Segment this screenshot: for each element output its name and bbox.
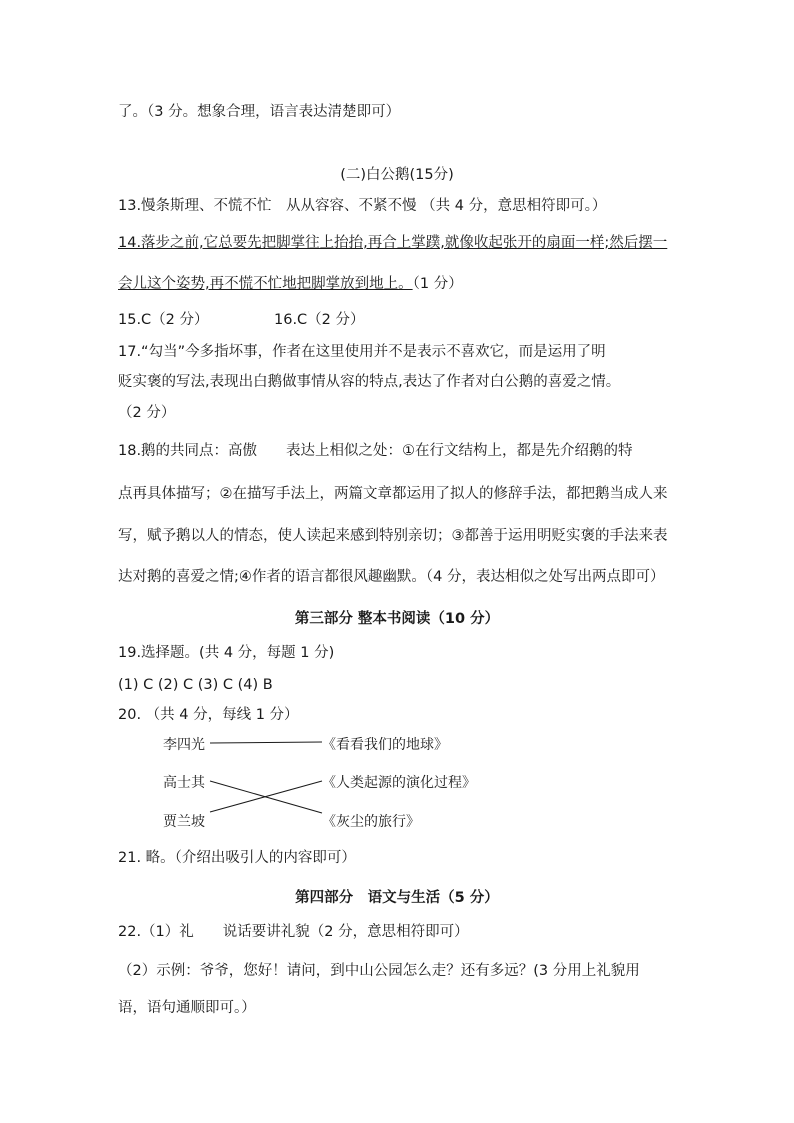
answer-15: 15.C（2 分）	[118, 312, 209, 328]
answer-19-line2: (1) C (2) C (3) C (4) B	[118, 677, 273, 693]
answer-14-score: （1 分）	[412, 276, 463, 292]
match-line-1	[210, 742, 322, 743]
answer-17-line3: （2 分）	[118, 405, 176, 421]
answer-18-line1: 18.鹅的共同点：高傲 表达上相似之处：①在行文结构上，都是先介绍鹅的特	[118, 443, 633, 459]
part3-title: 第三部分 整本书阅读（10 分）	[294, 611, 500, 627]
answer-18-line4: 达对鹅的喜爱之情;④作者的语言都很风趣幽默。（4 分，表达相似之处写出两点即可）	[118, 569, 665, 585]
answer-22-line2: （2）示例：爷爷，您好！请问，到中山公园怎么走？还有多远？(3 分用上礼貌用	[118, 963, 640, 979]
match-left-2: 高士其	[163, 775, 205, 791]
answer-21: 21. 略。（介绍出吸引人的内容即可）	[118, 850, 356, 866]
match-left-3: 贾兰坡	[163, 814, 205, 830]
answer-14-line1-text: 14.落步之前,它总要先把脚掌往上抬抬,再合上掌蹼,就像收起张开的扇面一样;然后摆一	[118, 235, 668, 251]
answer-17-line1: 17.“勾当”今多指坏事，作者在这里使用并不是表示不喜欢它，而是运用了明	[118, 344, 606, 360]
intro-line: 了。（3 分。想象合理，语言表达清楚即可）	[118, 104, 401, 120]
section-title-white-goose: (二)白公鹅(15分)	[340, 167, 454, 183]
answer-18-line2: 点再具体描写；②在描写手法上，两篇文章都运用了拟人的修辞手法，都把鹅当成人来	[118, 486, 668, 502]
answer-18-line3: 写，赋予鹅以人的情态，使人读起来感到特别亲切；③都善于运用明贬实褒的手法来表	[118, 528, 668, 544]
answer-17-line2: 贬实褒的写法,表现出白鹅做事情从容的特点,表达了作者对白公鹅的喜爱之情。	[118, 374, 621, 390]
match-right-2: 《人类起源的演化过程》	[322, 775, 476, 791]
match-left-1: 李四光	[163, 737, 205, 753]
part4-title: 第四部分 语文与生活（5 分）	[295, 890, 499, 906]
answer-22-line3: 语，语句通顺即可。）	[118, 1000, 256, 1016]
answer-16: 16.C（2 分）	[274, 312, 365, 328]
answer-20-title: 20. （共 4 分，每线 1 分）	[118, 707, 299, 723]
answer-22-line1: 22.（1）礼 说话要讲礼貌（2 分，意思相符即可）	[118, 924, 469, 940]
match-right-1: 《看看我们的地球》	[322, 737, 448, 753]
answer-19-line1: 19.选择题。(共 4 分，每题 1 分)	[118, 645, 335, 661]
answer-13: 13.慢条斯理、不慌不忙 从从容容、不紧不慢 （共 4 分，意思相符即可。）	[118, 198, 607, 214]
match-right-3: 《灰尘的旅行》	[322, 814, 420, 830]
answer-14-underlined: 会儿这个姿势,再不慌不忙地把脚掌放到地上。	[118, 276, 413, 292]
